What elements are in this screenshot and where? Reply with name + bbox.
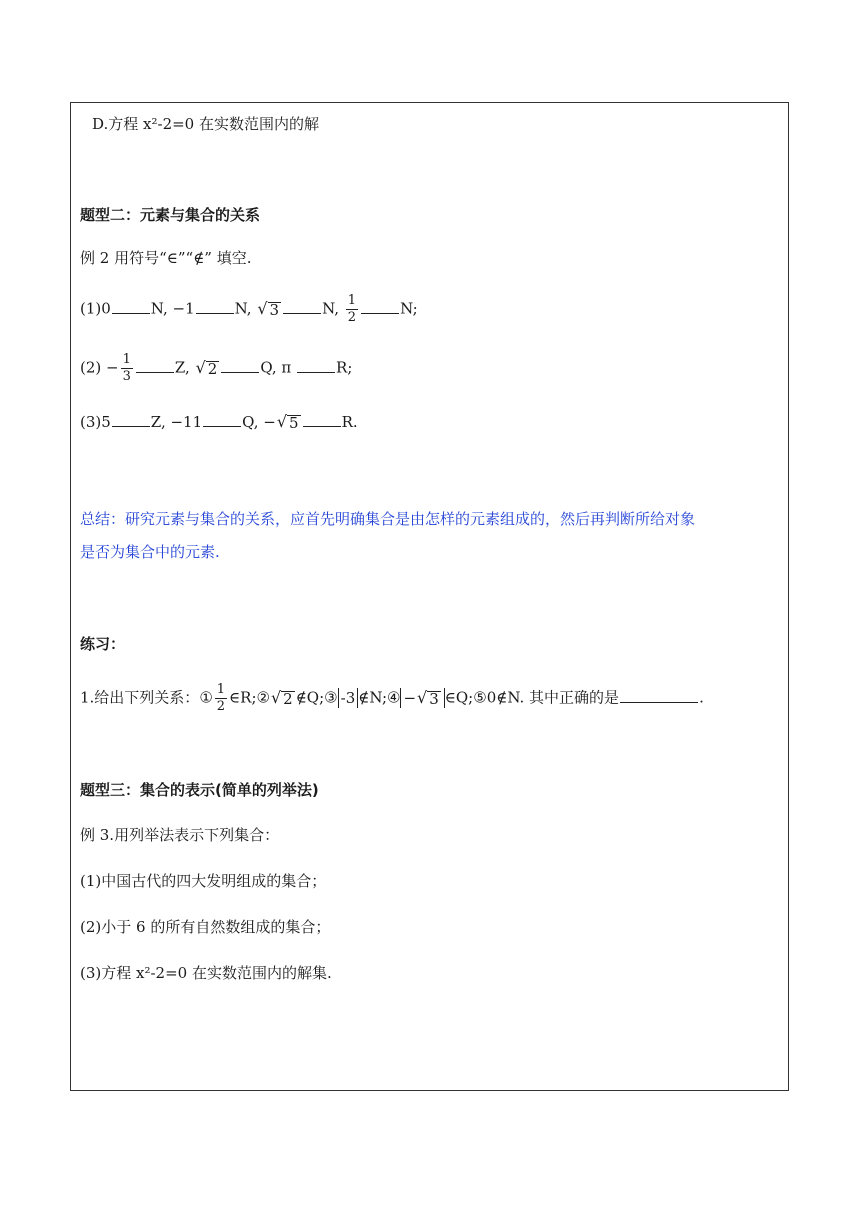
sqrt-expression: √ 5 xyxy=(276,412,299,432)
answer-blank[interactable] xyxy=(620,688,698,703)
example-2-line-2: (2) − $\frac{1}{3}$ Z, √ 2 Q, π R; xyxy=(80,352,353,384)
sqrt-expression: √ 3 xyxy=(257,298,280,319)
example-3-item-3: (3)方程 x²-2=0 在实数范围内的解集. xyxy=(80,964,332,982)
section-title-type3: 题型三：集合的表示(简单的列举法) xyxy=(80,781,319,799)
section-title-practice: 练习： xyxy=(80,635,126,653)
answer-blank[interactable] xyxy=(203,412,241,427)
answer-blank[interactable] xyxy=(303,412,341,427)
section-title-type2: 题型二：元素与集合的关系 xyxy=(80,206,261,224)
example-3-item-2: (2)小于 6 的所有自然数组成的集合； xyxy=(80,918,331,936)
sqrt-expression: √ 2 xyxy=(195,357,218,378)
example-2-line-1: (1)0 N, −1 N, √ 3 N, $\frac{1}{2}$ N; xyxy=(80,293,418,325)
answer-blank[interactable] xyxy=(283,299,321,314)
answer-blank[interactable] xyxy=(136,358,174,373)
option-d: D.方程 x²-2=0 在实数范围内的解 xyxy=(92,115,319,133)
answer-blank[interactable] xyxy=(112,412,150,427)
absolute-value: − √ 3 xyxy=(400,688,444,708)
answer-blank[interactable] xyxy=(196,299,234,314)
answer-blank[interactable] xyxy=(221,358,259,373)
answer-blank[interactable] xyxy=(297,358,335,373)
example-2: 例 2 用符号“∈”“∉” 填空. xyxy=(80,249,252,267)
answer-blank[interactable] xyxy=(112,299,150,314)
fraction: $\frac{1}{2}$ xyxy=(347,293,357,325)
fraction: $\frac{1}{2}$ xyxy=(216,682,226,714)
summary-line-1: 总结：研究元素与集合的关系，应首先明确集合是由怎样的元素组成的，然后再判断所给对象 xyxy=(80,510,696,528)
practice-question-1: 1.给出下列关系：① $\frac{1}{2}$ ∈R;② √ 2 ∉Q;③ -3 ∉N;④ − √ 3 ∈Q;⑤0∉N. 其中正确的是 . xyxy=(80,682,704,714)
example-2-line-3: (3)5 Z, −11 Q, − √ 5 R. xyxy=(80,412,358,432)
example-3-item-1: (1)中国古代的四大发明组成的集合； xyxy=(80,872,327,890)
answer-blank[interactable] xyxy=(361,299,399,314)
summary-line-2: 是否为集合中的元素. xyxy=(80,543,220,561)
fraction: $\frac{1}{3}$ xyxy=(122,352,131,384)
absolute-value: -3 xyxy=(338,688,359,708)
example-3: 例 3.用列举法表示下列集合： xyxy=(80,826,280,844)
sqrt-expression: √ 2 xyxy=(270,687,293,708)
